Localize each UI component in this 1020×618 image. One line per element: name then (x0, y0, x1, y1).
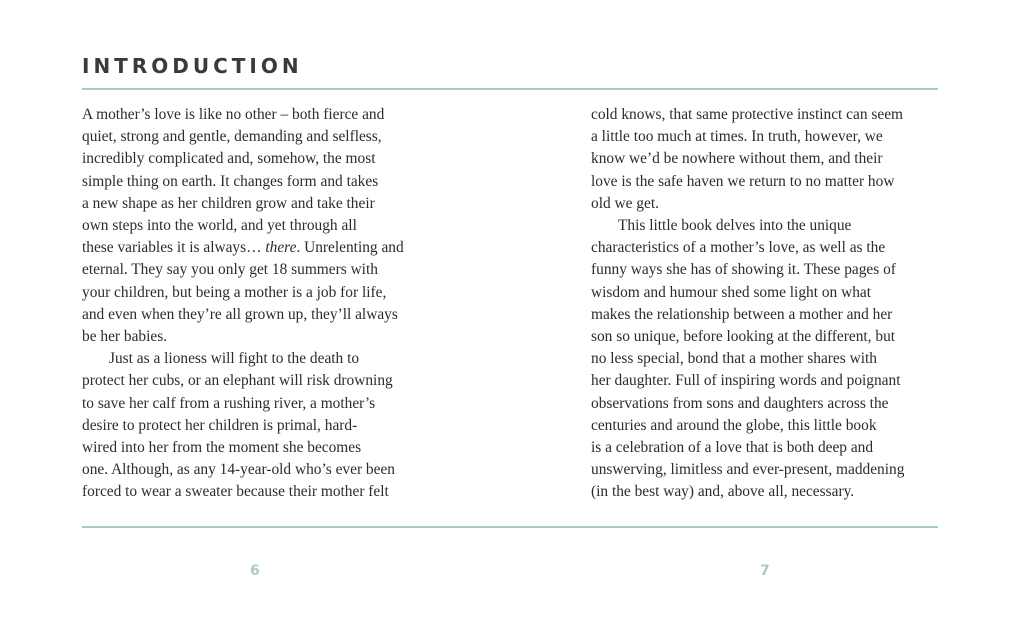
text-line: love is the safe haven we return to no matter how (591, 172, 895, 190)
text-line: centuries and around the globe, this little book (591, 416, 877, 434)
text-line: know we’d be nowhere without them, and their (591, 150, 883, 168)
text-line: your children, but being a mother is a job for life, (82, 283, 387, 301)
text-line: own steps into the world, and yet through all (82, 217, 357, 235)
text-line: a new shape as her children grow and take their (82, 194, 375, 212)
text-line: This little book delves into the unique (618, 217, 852, 235)
text-line: to save her calf from a rushing river, a mother’s (82, 394, 376, 412)
chapter-heading: INTRODUCTION (82, 54, 303, 78)
top-rule (82, 88, 938, 90)
text-line: and even when they’re all grown up, they’ll always (82, 305, 398, 323)
text-line: observations from sons and daughters across the (591, 394, 889, 412)
text-line: funny ways she has of showing it. These pages of (591, 261, 896, 279)
text-line: unswerving, limitless and ever-present, maddening (591, 461, 905, 479)
bottom-rule (82, 526, 938, 528)
left-page-number: 6 (250, 563, 260, 579)
left-page-text (82, 104, 442, 504)
text-line: characteristics of a mother’s love, as well as the (591, 239, 886, 257)
emphasized-word: there (265, 239, 297, 257)
text-line: is a celebration of a love that is both deep and (591, 439, 874, 457)
text-line: be her babies. (82, 328, 168, 346)
text-line: Just as a lioness will fight to the death to (109, 350, 360, 368)
text-segment: . Unrelenting and (296, 239, 404, 257)
text-line: old we get. (591, 194, 659, 212)
text-line: one. Although, as any 14-year-old who’s ever been (82, 461, 395, 479)
text-line: eternal. They say you only get 18 summers with (82, 261, 378, 279)
text-line: makes the relationship between a mother and her (591, 305, 893, 323)
text-line: incredibly complicated and, somehow, the most (82, 150, 376, 168)
text-segment: these variables it is always… (82, 239, 266, 257)
text-line: quiet, strong and gentle, demanding and selfless, (82, 128, 382, 146)
text-line: son so unique, before looking at the different, but (591, 328, 896, 346)
text-line: a little too much at times. In truth, however, we (591, 128, 883, 146)
text-line: A mother’s love is like no other – both fierce and (82, 106, 385, 123)
text-line-with-emphasis (82, 237, 442, 259)
text-line: protect her cubs, or an elephant will risk drowning (82, 372, 393, 390)
right-page-number: 7 (760, 563, 770, 579)
text-line: (in the best way) and, above all, necessary. (591, 483, 855, 501)
text-line: desire to protect her children is primal, hard- (82, 416, 358, 434)
right-page-text (591, 104, 951, 504)
text-line: cold knows, that same protective instinct can seem (591, 106, 903, 123)
text-line: forced to wear a sweater because their mother felt (82, 483, 389, 501)
text-line: no less special, bond that a mother shares with (591, 350, 877, 368)
text-line: simple thing on earth. It changes form and takes (82, 172, 379, 190)
text-line: wisdom and humour shed some light on what (591, 283, 871, 301)
text-line: her daughter. Full of inspiring words and poignant (591, 372, 901, 390)
text-line: wired into her from the moment she becomes (82, 439, 362, 457)
